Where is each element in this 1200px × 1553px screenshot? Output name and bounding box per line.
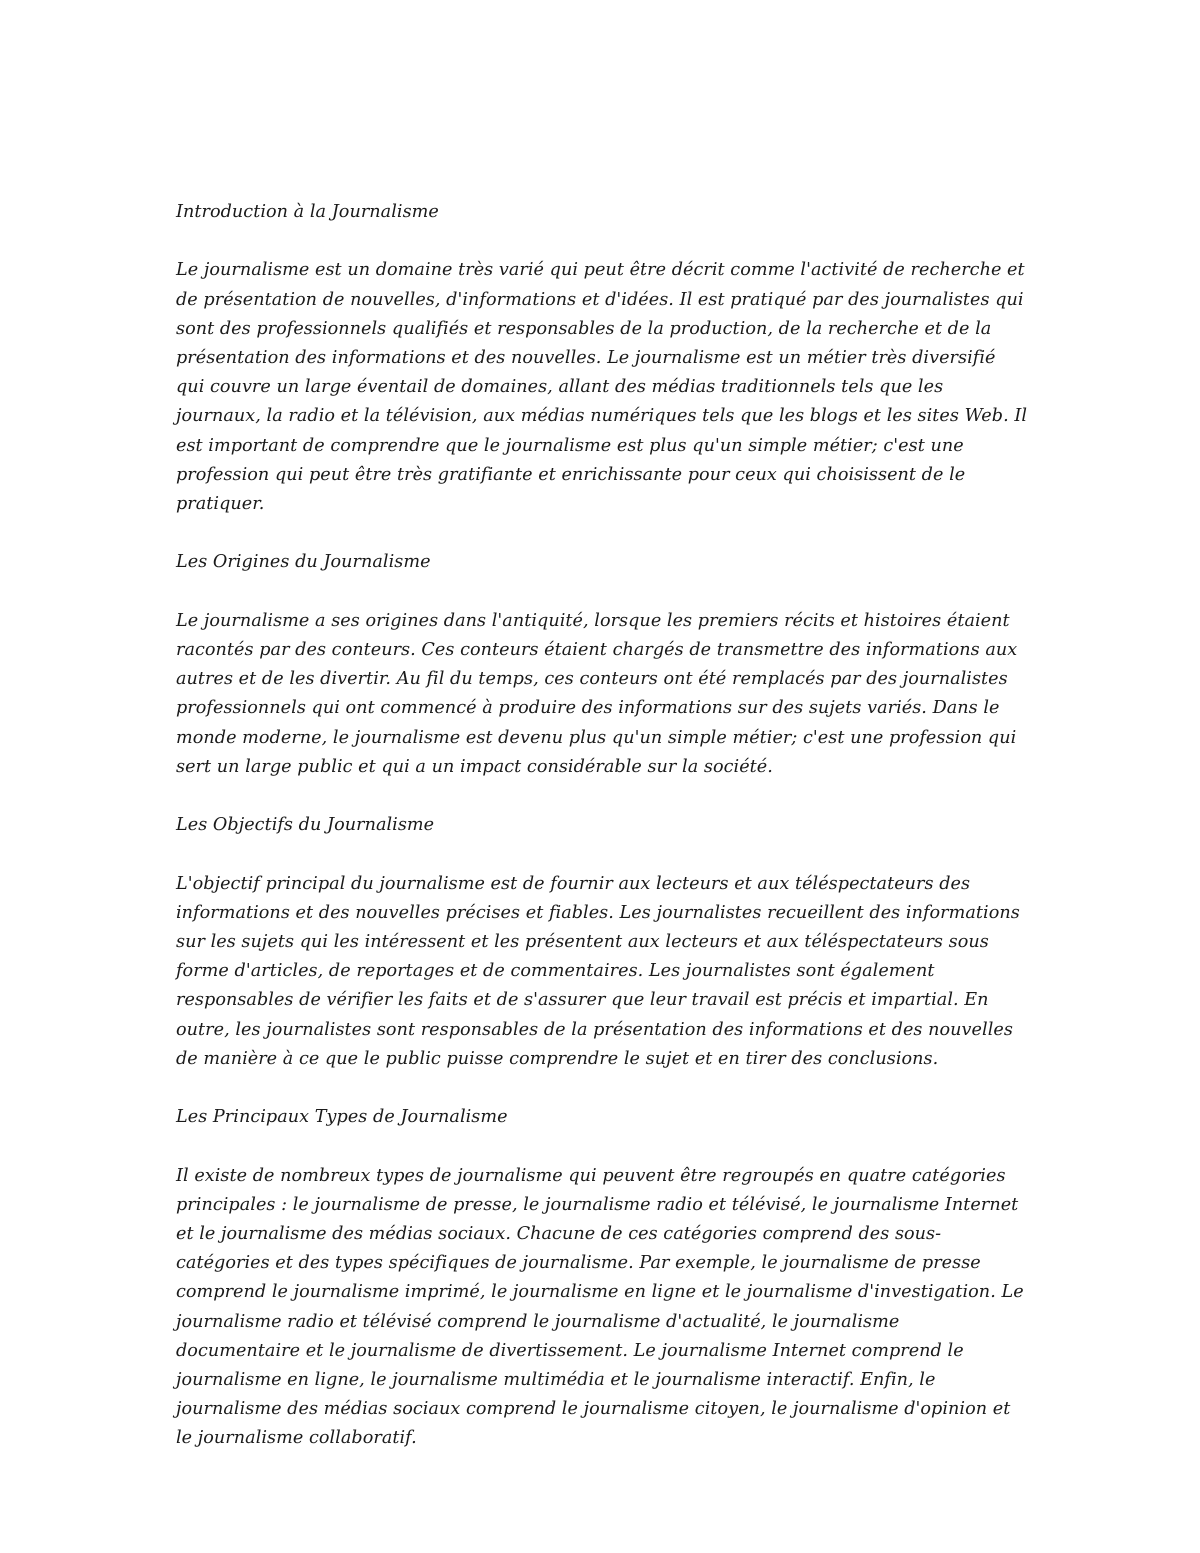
section-paragraph: Le journalisme a ses origines dans l'antiquité, lorsque les premiers récits et histoires étaient racontés par des conteurs. Ces conteurs étaient chargés de transmettre des informations aux autres et de les divertir. Au fil du temps, ces conteurs ont été remplacés par des journalistes professionnels qui ont commencé à produire des informations sur des sujets variés. Dans le monde moderne, le journalisme est devenu plus qu'un simple métier; c'est une profession qui sert un large public et qui a un impact considérable sur la société. [176, 610, 1018, 777]
section-heading: Les Objectifs du Journalisme [176, 815, 435, 836]
section-heading: Les Origines du Journalisme [176, 552, 431, 573]
section-paragraph: L'objectif principal du journalisme est de fournir aux lecteurs et aux téléspectateurs des informations et des nouvelles précises et fiables. Les journalistes recueillent des informations sur les sujets qui les intéressent et les présentent aux lecteurs et aux téléspectateurs sous forme d'articles, de reportages et de commentaires. Les journalistes sont également responsables de vérifier les faits et de s'assurer que leur travail est précis et impartial. En outre, les journalistes sont responsables de la présentation des informations et des nouvelles de manière à ce que le public puisse comprendre le sujet et en tirer des conclusions. [176, 873, 1020, 1069]
document-body [176, 198, 1028, 1483]
section-heading: Introduction à la Journalisme [176, 202, 439, 222]
section-paragraph: Il existe de nombreux types de journalisme qui peuvent être regroupés en quatre catégories principales : le journalisme de presse, le journalisme radio et télévisé, le journalisme Internet et le journalisme des médias sociaux. Chacune de ces catégories comprend des sous-catégories et des types spécifiques de journalisme. Par exemple, le journalisme de presse comprend le journalisme imprimé, le journalisme en ligne et le journalisme d'investigation. Le journalisme radio et télévisé comprend le journalisme d'actualité, le journalisme documentaire et le journalisme de divertissement. Le journalisme Internet comprend le journalisme en ligne, le journalisme multimédia et le journalisme interactif. Enfin, le journalisme des médias sociaux comprend le journalisme citoyen, le journalisme d'opinion et le journalisme collaboratif. [176, 1165, 1024, 1449]
section-heading: Les Principaux Types de Journalisme [176, 1107, 508, 1128]
section-paragraph: Le journalisme est un domaine très varié qui peut être décrit comme l'activité de recherche et de présentation de nouvelles, d'informations et d'idées. Il est pratiqué par des journalistes qui sont des professionnels qualifiés et responsables de la production, de la recherche et de la présentation des informations et des nouvelles. Le journalisme est un métier très diversifié qui couvre un large éventail de domaines, allant des médias traditionnels tels que les journaux, la radio et la télévision, aux médias numériques tels que les blogs et les sites Web. Il est important de comprendre que le journalisme est plus qu'un simple métier; c'est une profession qui peut être très gratifiante et enrichissante pour ceux qui choisissent de le pratiquer. [176, 260, 1028, 515]
